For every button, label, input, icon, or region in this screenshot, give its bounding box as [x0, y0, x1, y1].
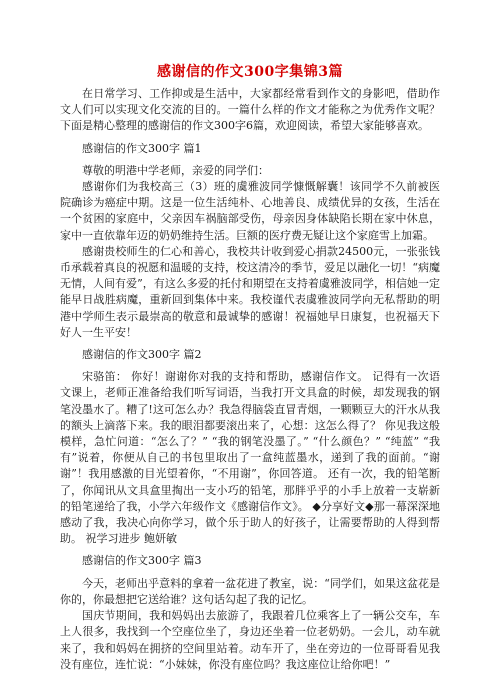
intro-paragraph: 在日常学习、工作抑或是生活中，大家都经常看到作文的身影吧，借助作文人们可以实现文化交流的目的。一篇什么样的作文才能称之为优秀作文呢？下面是精心整理的感谢信的作文300字6篇，欢迎阅读，希望大家能够喜欢。 [60, 87, 440, 133]
section-3-paragraph-2: 国庆节期间，我和妈妈出去旅游了，我跟着几位乘客上了一辆公交车，车上人很多，我找到一个空座位坐了，身边还坐着一位老奶奶。一会儿，动车就来了，我和妈妈在拥挤的空间里站着。动车开了，坐在旁边的一位哥哥看见我没有座位，连忙说：“小妹妹，你没有座位吗？我这座位让给你吧！” [60, 609, 440, 671]
section-1-paragraph-1: 尊敬的明港中学老师，亲爱的同学们： [82, 163, 269, 177]
section-heading-3: 感谢信的作文300字 篇3 [82, 554, 202, 568]
section-heading-1: 感谢信的作文300字 篇1 [82, 141, 202, 155]
section-2-paragraph-1: 宋骆笛： 你好！谢谢你对我的支持和帮助，感谢信作文。 记得有一次语文课上，老师正准备给我们听写词语，当我打开文具盒的时候，却发现我的钢笔没墨水了。糟了!这可怎么办？我急得脑袋直冒青烟，一颗颗豆大的汗水从我的额头上滴落下来。我的眼泪都要滚出来了，心想：这怎么得了？ 你见我这般模样，急忙问道：“怎么了？” “我的钢笔没墨了。” “什么颜色？” “纯蓝” “我有”说着，你便从自己的书包里取出了一盒纯蓝墨水，递到了我的面前。“谢谢”！我用感激的目光望着你，“不用谢”，你回答道。 还有一次，我的铅笔断了，你闻讯从文具盒里掏出一支小巧的铅笔，那胖乎乎的小手上放着一支崭新的铅笔递给了我，小学六年级作文《感谢信作文》。 ◆分享好文◆那一幕深深地感动了我，我决心向你学习，做个乐于助人的好孩子，让需要帮助的人得到帮助。 祝学习进步 鲍妍敏 [60, 370, 440, 546]
section-heading-2: 感谢信的作文300字 篇2 [82, 348, 202, 362]
section-1-paragraph-3: 感谢贵校师生的仁心和善心，我校共计收到爱心捐款24500元，一张张钱币承载着真良的祝愿和温暖的支持，校这清冷的季节，爱足以融化一切！“病魔无情，人间有爱”，有这么多爱的托付和期望在支持着虞雅波同学，相信她一定能早日战胜病魔，重新回到集体中来。我校谨代表虞雅波同学向无私帮助的明港中学师生表示最崇高的敬意和最诚挚的感谢！祝福她早日康复，也祝福天下好人一生平安！ [60, 244, 440, 339]
document-title: 感谢信的作文300字集锦3篇 [157, 64, 343, 80]
section-3-paragraph-1: 今天，老师出乎意料的拿着一盆花进了教室，说：“同学们，如果这盆花是你的，你最想把它送给谁？这句话勾起了我的记忆。 [60, 576, 440, 606]
section-1-paragraph-2: 感谢你们为我校高三（3）班的虞雅波同学慷慨解囊！该同学不久前被医院确诊为癌症中期。这是一位生活纯朴、心地善良、成绩优异的女孩，生活在一个贫困的家庭中，父亲因车祸脑部受伤，母亲因身体缺陷长期在家中休息，家中一直依靠年迈的奶奶维持生活。巨额的医疗费无疑让这个家庭雪上加霜。 [60, 180, 440, 242]
